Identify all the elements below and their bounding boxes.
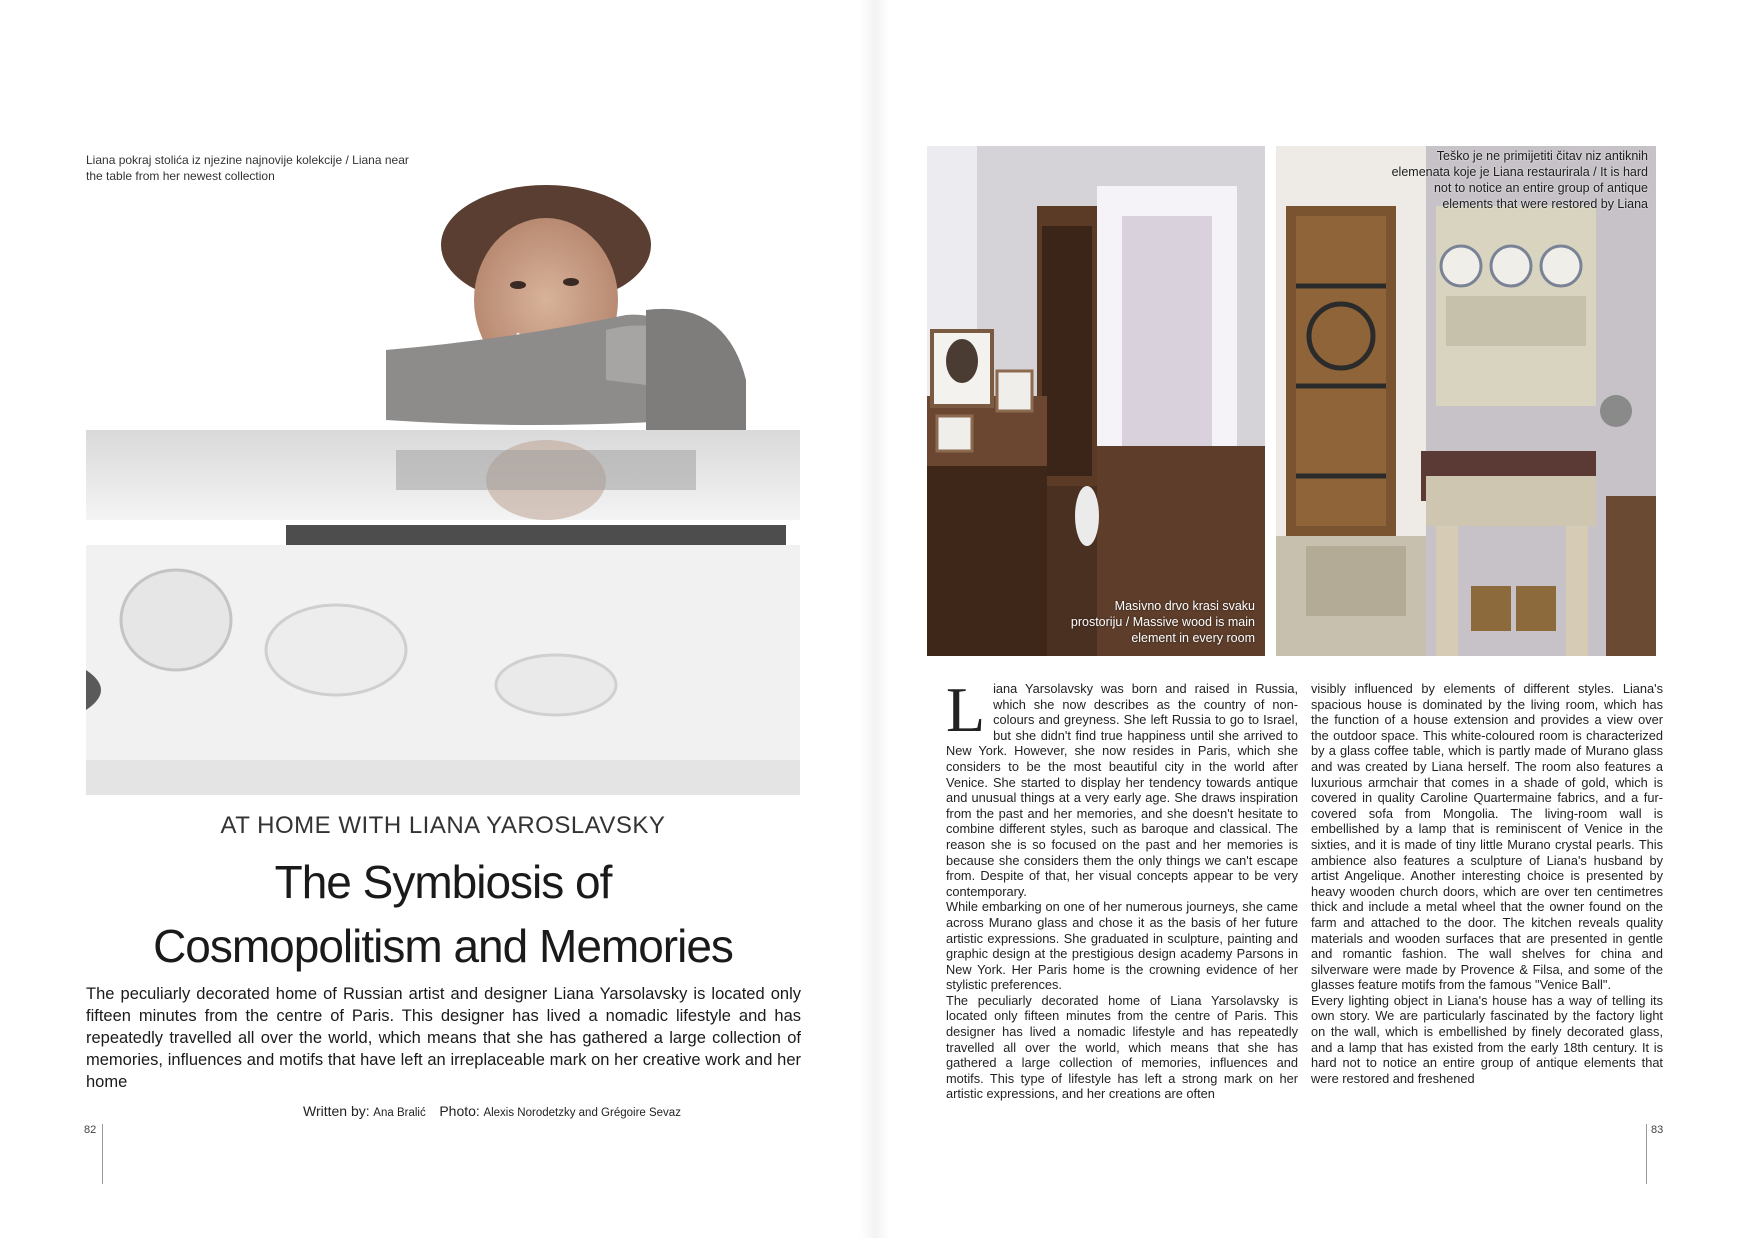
article-column-1	[946, 674, 1298, 1102]
photo-antiques-caption: Teško je ne primijetiti čitav niz antiknih elemenata koje je Liana restaurirala / It is hard not to notice an entire group of antique elements that were restored by Liana	[1391, 149, 1648, 211]
photo-hallway	[927, 146, 1265, 656]
written-by-label: Written by:	[303, 1103, 370, 1119]
article-column-2	[1311, 681, 1663, 1086]
page-number-right: 83	[1646, 1124, 1663, 1184]
hero-photo-liana	[86, 150, 800, 795]
drop-cap: L	[946, 674, 986, 745]
article-kicker: AT HOME WITH LIANA YAROSLAVSKY	[220, 812, 666, 839]
photographer-names: Alexis Norodetzky and Grégoire Sevaz	[483, 1107, 681, 1119]
column-1-paragraph-3: The peculiarly decorated home of Liana Yarsolavsky is located only fifteen minutes from the centre of Paris. This designer has lived a nomadic lifestyle and has repeatedly travelled all over the world, which means that she has gathered a large collection of memories, influences and motifs. This type of lifestyle has left a strong mark on her artistic expressions, and her creations are often	[946, 992, 1298, 1102]
article-title	[86, 850, 800, 978]
author-name: Ana Bralić	[373, 1107, 426, 1119]
page-number-left: 82	[84, 1124, 103, 1184]
photo-antiques	[1276, 146, 1656, 656]
column-2-paragraph-2: Every lighting object in Liana's house has a way of telling its own story. We are particularly fascinated by the factory light on the wall, which is embellished by finely decorated glass, and a lamp that has existed from the early 18th century. It is hard not to notice an entire group of antique elements that were restored and freshened	[1311, 992, 1663, 1086]
article-lede: The peculiarly decorated home of Russian artist and designer Liana Yarsolavsky is located only fifteen minutes from the centre of Paris. This designer has lived a nomadic lifestyle and has repeatedly travelled all over the world, which means that she has gathered a large collection of memories, influences and motifs that have left an irreplaceable mark on her creative work and her home	[86, 985, 801, 1091]
column-1-paragraph-2: While embarking on one of her numerous journeys, she came across Murano glass and chose it as the basis of her future artistic expressions. She graduated in sculpture, painting and graphic design at the prestigious design academy Parsons in New York. Her Paris home is the crowning evidence of her stylistic preferences.	[946, 899, 1298, 993]
column-2-paragraph-1: visibly influenced by elements of different styles. Liana's spacious house is dominated by the living room, which has the function of a house extension and provides a view over the outdoor space. This white-coloured room is characterized by a glass coffee table, which is partly made of Murano glass and was created by Liana herself. The room also features a luxurious armchair that comes in a shade of gold, which is covered in quality Caroline Quartermaine fabrics, and a fur-covered sofa from Mongolia. The living-room wall is embellished by a lamp that is reminiscent of Venice in the sixties, and it is made of tiny little Murano crystal pearls. This ambience also features a sculpture of Liana's husband by artist Angelique. Another interesting choice is presented by heavy wooden church doors, which are over ten centimetres thick and include a metal wheel that the owner found on the farm and attached to the door. The kitchen reveals quality materials and wooden surfaces that are presented in gentle and romantic fashion. The wall shelves for china and silverware were made by Provence & Filsa, and some of the glasses feature motifs from the famous "Venice Ball".	[1311, 681, 1663, 993]
column-1-paragraph-1	[946, 674, 1298, 899]
photo-hallway-caption: Masivno drvo krasi svaku prostoriju / Massive wood is main element in every room	[1070, 599, 1255, 645]
title-line-1: The Symbiosis of	[274, 856, 612, 908]
column-1-paragraph-1-text: iana Yarsolavsky was born and raised in Russia, which she now describes as the country of non-colours and greyness. She left Russia to go to Israel, but she didn't find true happiness until she arrived to New York. However, she now resides in Paris, which she considers to be the most beautiful city in the world after Venice. She started to display her tendency towards antique and unusual things at a very early age. She draws inspiration from the past and her memories, and she doesn't hesitate to combine different styles, such as baroque and classical. The reason she is so focused on the past and her memories is because she considers them the only things we can't escape from. Despite of that, her visual concepts appear to be very contemporary.	[946, 681, 1298, 899]
spine	[860, 0, 890, 1238]
byline	[303, 1103, 803, 1119]
hero-caption: Liana pokraj stolića iz njezine najnovije kolekcije / Liana near the table from her newest collection	[86, 153, 409, 183]
title-line-2: Cosmopolitism and Memories	[153, 920, 733, 972]
photo-label: Photo:	[439, 1103, 480, 1119]
